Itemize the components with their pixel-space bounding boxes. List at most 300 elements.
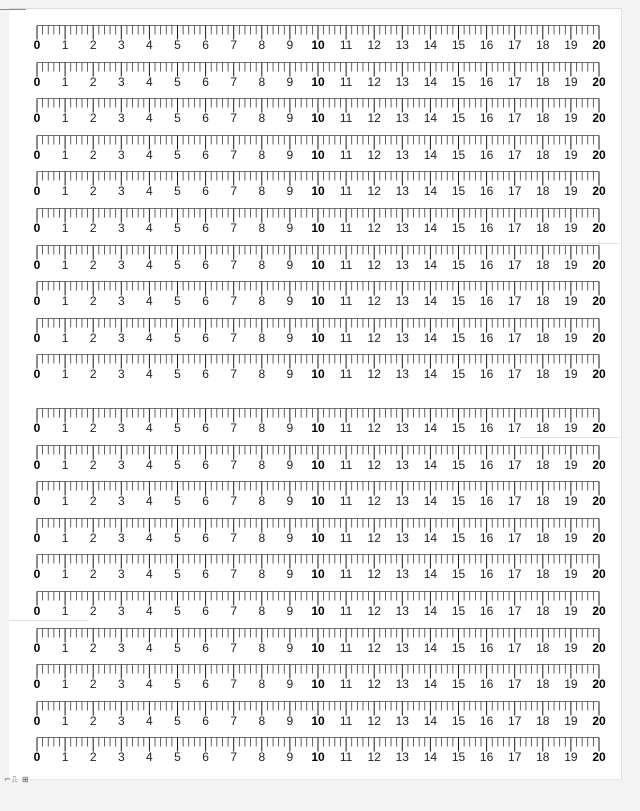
ruler-number: 5 bbox=[174, 111, 181, 126]
ruler-number: 15 bbox=[451, 640, 466, 655]
ruler-number: 17 bbox=[508, 147, 522, 162]
ruler-number: 12 bbox=[367, 567, 381, 582]
ruler-number: 16 bbox=[479, 530, 494, 545]
ruler-number: 3 bbox=[117, 367, 125, 382]
ruler-number: 19 bbox=[564, 677, 578, 692]
ruler-number: 11 bbox=[339, 38, 353, 52]
ruler-number: 1 bbox=[61, 220, 69, 235]
ruler-number: 5 bbox=[174, 421, 181, 435]
ruler-number: 13 bbox=[395, 220, 409, 235]
ruler-number: 5 bbox=[174, 74, 181, 89]
ruler-scale bbox=[0, 587, 640, 624]
ruler-number: 2 bbox=[89, 330, 97, 345]
ruler-number: 6 bbox=[202, 330, 209, 345]
ruler-number: 15 bbox=[451, 184, 466, 199]
ruler-number: 5 bbox=[174, 257, 181, 272]
ruler-number: 17 bbox=[508, 494, 522, 509]
ruler-number: 11 bbox=[339, 677, 353, 692]
ruler-number: 0 bbox=[33, 494, 41, 509]
ruler-number: 9 bbox=[286, 38, 294, 52]
ruler-number: 11 bbox=[339, 220, 353, 235]
ruler-scale bbox=[0, 624, 640, 661]
ruler-number: 10 bbox=[311, 111, 325, 126]
ruler-number: 5 bbox=[174, 494, 181, 509]
ruler-number: 17 bbox=[508, 677, 522, 692]
ruler-number: 10 bbox=[311, 330, 325, 345]
ruler-number: 3 bbox=[117, 111, 125, 126]
ruler-strip bbox=[0, 167, 640, 204]
ruler-number: 2 bbox=[89, 750, 97, 765]
ruler-number: 11 bbox=[339, 750, 353, 765]
ruler-number: 15 bbox=[451, 567, 466, 582]
ruler-scale bbox=[0, 441, 640, 478]
ruler-number: 15 bbox=[451, 421, 466, 435]
ruler-number: 10 bbox=[311, 74, 325, 89]
ruler-number: 5 bbox=[174, 330, 181, 345]
ruler-number: 0 bbox=[33, 530, 41, 545]
ruler-number: 20 bbox=[592, 713, 606, 728]
ruler-number: 4 bbox=[146, 603, 153, 618]
ruler-number: 18 bbox=[536, 330, 550, 345]
ruler-number: 0 bbox=[33, 38, 41, 52]
ruler-number: 2 bbox=[89, 421, 97, 435]
ruler-number: 8 bbox=[258, 184, 266, 199]
ruler-scale bbox=[0, 550, 640, 587]
ruler-number: 20 bbox=[592, 184, 606, 199]
ruler-number: 16 bbox=[479, 111, 494, 126]
ruler-scale bbox=[0, 350, 640, 387]
ruler-number: 6 bbox=[202, 38, 209, 52]
ruler-strip bbox=[0, 660, 640, 697]
ruler-number: 6 bbox=[202, 640, 209, 655]
ruler-number: 17 bbox=[508, 294, 522, 309]
ruler-number: 13 bbox=[395, 421, 409, 435]
ruler-number: 4 bbox=[146, 330, 153, 345]
ruler-number: 18 bbox=[536, 111, 550, 126]
ruler-number: 19 bbox=[564, 713, 578, 728]
ruler-scale bbox=[0, 697, 640, 734]
ruler-number: 18 bbox=[536, 530, 550, 545]
ruler-number: 19 bbox=[564, 294, 578, 309]
ruler-number: 3 bbox=[117, 220, 125, 235]
ruler-number: 19 bbox=[564, 38, 578, 52]
ruler-number: 2 bbox=[89, 184, 97, 199]
ruler-number: 1 bbox=[61, 111, 69, 126]
ruler-number: 17 bbox=[508, 457, 522, 472]
ruler-number: 8 bbox=[258, 713, 266, 728]
ruler-number: 20 bbox=[592, 367, 606, 382]
ruler-number: 8 bbox=[258, 111, 266, 126]
ruler-number: 4 bbox=[146, 111, 153, 126]
ruler-number: 5 bbox=[174, 38, 181, 52]
ruler-number: 1 bbox=[61, 147, 69, 162]
ruler-number: 7 bbox=[230, 530, 238, 545]
ruler-number: 16 bbox=[479, 421, 494, 435]
ruler-number: 14 bbox=[423, 640, 438, 655]
ruler-number: 9 bbox=[286, 530, 294, 545]
ruler-number: 12 bbox=[367, 220, 381, 235]
ruler-number: 8 bbox=[258, 640, 266, 655]
ruler-number: 10 bbox=[311, 603, 325, 618]
corner-crop-mark bbox=[0, 9, 26, 10]
ruler-number: 14 bbox=[423, 330, 438, 345]
ruler-number: 12 bbox=[367, 184, 381, 199]
ruler-number: 13 bbox=[395, 184, 409, 199]
ruler-number: 0 bbox=[33, 220, 41, 235]
ruler-number: 11 bbox=[339, 494, 353, 509]
ruler-number: 11 bbox=[339, 603, 353, 618]
ruler-number: 9 bbox=[286, 713, 294, 728]
ruler-number: 14 bbox=[423, 494, 438, 509]
ruler-number: 0 bbox=[33, 640, 41, 655]
ruler-number: 19 bbox=[564, 530, 578, 545]
ruler-number: 8 bbox=[258, 750, 266, 765]
ruler-number: 3 bbox=[117, 567, 125, 582]
ruler-number: 16 bbox=[479, 750, 494, 765]
ruler-number: 20 bbox=[592, 567, 606, 582]
ruler-number: 0 bbox=[33, 567, 41, 582]
ruler-number: 9 bbox=[286, 421, 294, 435]
ruler-number: 15 bbox=[451, 677, 466, 692]
ruler-number: 18 bbox=[536, 457, 550, 472]
ruler-number: 4 bbox=[146, 750, 153, 765]
ruler-number: 7 bbox=[230, 421, 238, 435]
ruler-number: 6 bbox=[202, 294, 209, 309]
ruler-number: 3 bbox=[117, 530, 125, 545]
ruler-number: 17 bbox=[508, 603, 522, 618]
ruler-strip bbox=[0, 314, 640, 351]
ruler-number: 9 bbox=[286, 750, 294, 765]
ruler-number: 20 bbox=[592, 220, 606, 235]
ruler-number: 2 bbox=[89, 457, 97, 472]
ruler-strip bbox=[0, 441, 640, 478]
ruler-number: 2 bbox=[89, 603, 97, 618]
ruler-strip bbox=[0, 404, 640, 441]
ruler-number: 15 bbox=[451, 457, 466, 472]
ruler-number: 14 bbox=[423, 567, 438, 582]
ruler-number: 11 bbox=[339, 184, 353, 199]
ruler-number: 3 bbox=[117, 294, 125, 309]
ruler-number: 16 bbox=[479, 330, 494, 345]
ruler-number: 17 bbox=[508, 421, 522, 435]
ruler-number: 14 bbox=[423, 367, 438, 382]
ruler-number: 4 bbox=[146, 421, 153, 435]
ruler-number: 20 bbox=[592, 257, 606, 272]
ruler-number: 13 bbox=[395, 494, 409, 509]
ruler-number: 16 bbox=[479, 257, 494, 272]
ruler-number: 18 bbox=[536, 603, 550, 618]
ruler-number: 12 bbox=[367, 713, 381, 728]
ruler-scale bbox=[0, 58, 640, 95]
ruler-number: 13 bbox=[395, 750, 409, 765]
ruler-number: 13 bbox=[395, 330, 409, 345]
ruler-number: 4 bbox=[146, 567, 153, 582]
ruler-number: 1 bbox=[61, 750, 69, 765]
ruler-number: 1 bbox=[61, 640, 69, 655]
ruler-scale bbox=[0, 277, 640, 314]
ruler-number: 14 bbox=[423, 603, 438, 618]
ruler-number: 9 bbox=[286, 111, 294, 126]
ruler-number: 8 bbox=[258, 147, 266, 162]
ruler-number: 19 bbox=[564, 257, 578, 272]
ruler-number: 20 bbox=[592, 421, 606, 435]
ruler-number: 1 bbox=[61, 530, 69, 545]
ruler-number: 1 bbox=[61, 494, 69, 509]
ruler-number: 20 bbox=[592, 750, 606, 765]
ruler-number: 17 bbox=[508, 567, 522, 582]
ruler-number: 17 bbox=[508, 111, 522, 126]
ruler-number: 9 bbox=[286, 367, 294, 382]
ruler-number: 5 bbox=[174, 184, 181, 199]
ruler-number: 12 bbox=[367, 330, 381, 345]
ruler-number: 4 bbox=[146, 184, 153, 199]
ruler-number: 3 bbox=[117, 147, 125, 162]
ruler-number: 15 bbox=[451, 38, 466, 52]
ruler-number: 13 bbox=[395, 677, 409, 692]
ruler-scale bbox=[0, 94, 640, 131]
ruler-number: 16 bbox=[479, 457, 494, 472]
ruler-number: 12 bbox=[367, 74, 381, 89]
ruler-number: 14 bbox=[423, 111, 438, 126]
ruler-number: 8 bbox=[258, 603, 266, 618]
ruler-number: 11 bbox=[339, 367, 353, 382]
ruler-number: 9 bbox=[286, 603, 294, 618]
ruler-number: 11 bbox=[339, 257, 353, 272]
ruler-number: 8 bbox=[258, 257, 266, 272]
footer-mark: ⌐⎍ ⊞ bbox=[4, 775, 30, 784]
ruler-number: 6 bbox=[202, 184, 209, 199]
ruler-number: 16 bbox=[479, 38, 494, 52]
ruler-number: 2 bbox=[89, 294, 97, 309]
ruler-number: 11 bbox=[339, 457, 353, 472]
ruler-number: 2 bbox=[89, 567, 97, 582]
ruler-number: 0 bbox=[33, 750, 41, 765]
ruler-number: 17 bbox=[508, 530, 522, 545]
ruler-number: 5 bbox=[174, 750, 181, 765]
ruler-number: 14 bbox=[423, 74, 438, 89]
ruler-number: 20 bbox=[592, 530, 606, 545]
ruler-number: 2 bbox=[89, 677, 97, 692]
ruler-number: 20 bbox=[592, 294, 606, 309]
ruler-number: 6 bbox=[202, 603, 209, 618]
ruler-number: 19 bbox=[564, 494, 578, 509]
ruler-number: 7 bbox=[230, 330, 238, 345]
ruler-number: 6 bbox=[202, 111, 209, 126]
ruler-number: 12 bbox=[367, 677, 381, 692]
ruler-number: 14 bbox=[423, 530, 438, 545]
ruler-number: 10 bbox=[311, 713, 325, 728]
ruler-number: 15 bbox=[451, 111, 466, 126]
ruler-number: 6 bbox=[202, 421, 209, 435]
ruler-number: 8 bbox=[258, 74, 266, 89]
ruler-number: 20 bbox=[592, 677, 606, 692]
ruler-number: 6 bbox=[202, 220, 209, 235]
ruler-number: 7 bbox=[230, 184, 238, 199]
ruler-number: 12 bbox=[367, 38, 381, 52]
ruler-number: 9 bbox=[286, 220, 294, 235]
ruler-number: 16 bbox=[479, 603, 494, 618]
ruler-number: 2 bbox=[89, 494, 97, 509]
ruler-number: 20 bbox=[592, 147, 606, 162]
ruler-number: 1 bbox=[61, 457, 69, 472]
ruler-number: 12 bbox=[367, 457, 381, 472]
ruler-number: 17 bbox=[508, 640, 522, 655]
ruler-number: 17 bbox=[508, 220, 522, 235]
ruler-number: 2 bbox=[89, 220, 97, 235]
ruler-number: 7 bbox=[230, 220, 238, 235]
ruler-number: 0 bbox=[33, 257, 41, 272]
ruler-number: 1 bbox=[61, 713, 69, 728]
ruler-scale bbox=[0, 21, 640, 58]
ruler-number: 2 bbox=[89, 530, 97, 545]
ruler-number: 19 bbox=[564, 567, 578, 582]
ruler-number: 14 bbox=[423, 147, 438, 162]
ruler-number: 5 bbox=[174, 677, 181, 692]
ruler-number: 15 bbox=[451, 74, 466, 89]
ruler-number: 10 bbox=[311, 38, 325, 52]
ruler-number: 18 bbox=[536, 750, 550, 765]
ruler-number: 18 bbox=[536, 367, 550, 382]
ruler-number: 9 bbox=[286, 640, 294, 655]
ruler-number: 7 bbox=[230, 294, 238, 309]
ruler-number: 10 bbox=[311, 567, 325, 582]
ruler-number: 17 bbox=[508, 257, 522, 272]
ruler-strip bbox=[0, 514, 640, 551]
ruler-number: 15 bbox=[451, 330, 466, 345]
ruler-number: 16 bbox=[479, 220, 494, 235]
ruler-number: 13 bbox=[395, 74, 409, 89]
ruler-number: 4 bbox=[146, 457, 153, 472]
ruler-number: 2 bbox=[89, 367, 97, 382]
ruler-number: 5 bbox=[174, 294, 181, 309]
ruler-scale bbox=[0, 204, 640, 241]
ruler-number: 0 bbox=[33, 294, 41, 309]
ruler-number: 4 bbox=[146, 220, 153, 235]
ruler-number: 1 bbox=[61, 567, 69, 582]
ruler-strip bbox=[0, 204, 640, 241]
ruler-number: 3 bbox=[117, 74, 125, 89]
ruler-number: 16 bbox=[479, 184, 494, 199]
ruler-number: 3 bbox=[117, 640, 125, 655]
ruler-number: 10 bbox=[311, 294, 325, 309]
ruler-number: 5 bbox=[174, 603, 181, 618]
ruler-number: 19 bbox=[564, 220, 578, 235]
ruler-number: 7 bbox=[230, 677, 238, 692]
ruler-number: 16 bbox=[479, 677, 494, 692]
ruler-number: 11 bbox=[339, 567, 353, 582]
ruler-number: 6 bbox=[202, 147, 209, 162]
ruler-number: 4 bbox=[146, 38, 153, 52]
ruler-scale bbox=[0, 241, 640, 278]
ruler-number: 6 bbox=[202, 567, 209, 582]
ruler-number: 8 bbox=[258, 294, 266, 309]
ruler-number: 13 bbox=[395, 367, 409, 382]
ruler-number: 5 bbox=[174, 530, 181, 545]
ruler-number: 18 bbox=[536, 184, 550, 199]
ruler-number: 7 bbox=[230, 147, 238, 162]
ruler-number: 8 bbox=[258, 38, 266, 52]
ruler-number: 4 bbox=[146, 530, 153, 545]
ruler-number: 3 bbox=[117, 750, 125, 765]
ruler-number: 3 bbox=[117, 457, 125, 472]
ruler-number: 14 bbox=[423, 220, 438, 235]
ruler-number: 20 bbox=[592, 640, 606, 655]
ruler-scale bbox=[0, 733, 640, 770]
ruler-number: 10 bbox=[311, 257, 325, 272]
ruler-number: 14 bbox=[423, 421, 438, 435]
ruler-number: 2 bbox=[89, 111, 97, 126]
ruler-number: 15 bbox=[451, 713, 466, 728]
ruler-number: 3 bbox=[117, 603, 125, 618]
ruler-number: 1 bbox=[61, 257, 69, 272]
ruler-number: 9 bbox=[286, 330, 294, 345]
ruler-number: 14 bbox=[423, 38, 438, 52]
ruler-number: 12 bbox=[367, 111, 381, 126]
ruler-number: 11 bbox=[339, 713, 353, 728]
ruler-number: 12 bbox=[367, 603, 381, 618]
ruler-number: 1 bbox=[61, 603, 69, 618]
ruler-number: 5 bbox=[174, 640, 181, 655]
ruler-number: 16 bbox=[479, 494, 494, 509]
ruler-number: 13 bbox=[395, 294, 409, 309]
ruler-number: 15 bbox=[451, 603, 466, 618]
ruler-number: 9 bbox=[286, 567, 294, 582]
ruler-number: 0 bbox=[33, 713, 41, 728]
ruler-number: 14 bbox=[423, 457, 438, 472]
ruler-number: 14 bbox=[423, 184, 438, 199]
ruler-number: 16 bbox=[479, 640, 494, 655]
ruler-number: 5 bbox=[174, 457, 181, 472]
ruler-number: 5 bbox=[174, 567, 181, 582]
ruler-number: 3 bbox=[117, 184, 125, 199]
ruler-number: 11 bbox=[339, 294, 353, 309]
ruler-number: 2 bbox=[89, 147, 97, 162]
ruler-number: 1 bbox=[61, 38, 69, 52]
ruler-number: 19 bbox=[564, 421, 578, 435]
ruler-number: 17 bbox=[508, 713, 522, 728]
ruler-strip bbox=[0, 733, 640, 770]
ruler-number: 6 bbox=[202, 713, 209, 728]
ruler-number: 0 bbox=[33, 677, 41, 692]
ruler-number: 18 bbox=[536, 567, 550, 582]
ruler-number: 11 bbox=[339, 111, 353, 126]
ruler-number: 1 bbox=[61, 330, 69, 345]
ruler-number: 5 bbox=[174, 147, 181, 162]
ruler-number: 13 bbox=[395, 147, 409, 162]
ruler-number: 13 bbox=[395, 640, 409, 655]
ruler-number: 20 bbox=[592, 111, 606, 126]
ruler-number: 8 bbox=[258, 367, 266, 382]
ruler-number: 16 bbox=[479, 713, 494, 728]
ruler-number: 6 bbox=[202, 494, 209, 509]
ruler-number: 7 bbox=[230, 713, 238, 728]
ruler-number: 10 bbox=[311, 640, 325, 655]
ruler-number: 9 bbox=[286, 494, 294, 509]
ruler-number: 1 bbox=[61, 74, 69, 89]
ruler-strip bbox=[0, 94, 640, 131]
ruler-number: 18 bbox=[536, 220, 550, 235]
ruler-number: 19 bbox=[564, 330, 578, 345]
seam-line bbox=[9, 620, 89, 621]
ruler-number: 17 bbox=[508, 74, 522, 89]
ruler-number: 0 bbox=[33, 603, 41, 618]
ruler-number: 2 bbox=[89, 257, 97, 272]
ruler-strip bbox=[0, 58, 640, 95]
ruler-number: 17 bbox=[508, 38, 522, 52]
ruler-number: 18 bbox=[536, 640, 550, 655]
ruler-number: 5 bbox=[174, 713, 181, 728]
ruler-number: 10 bbox=[311, 530, 325, 545]
